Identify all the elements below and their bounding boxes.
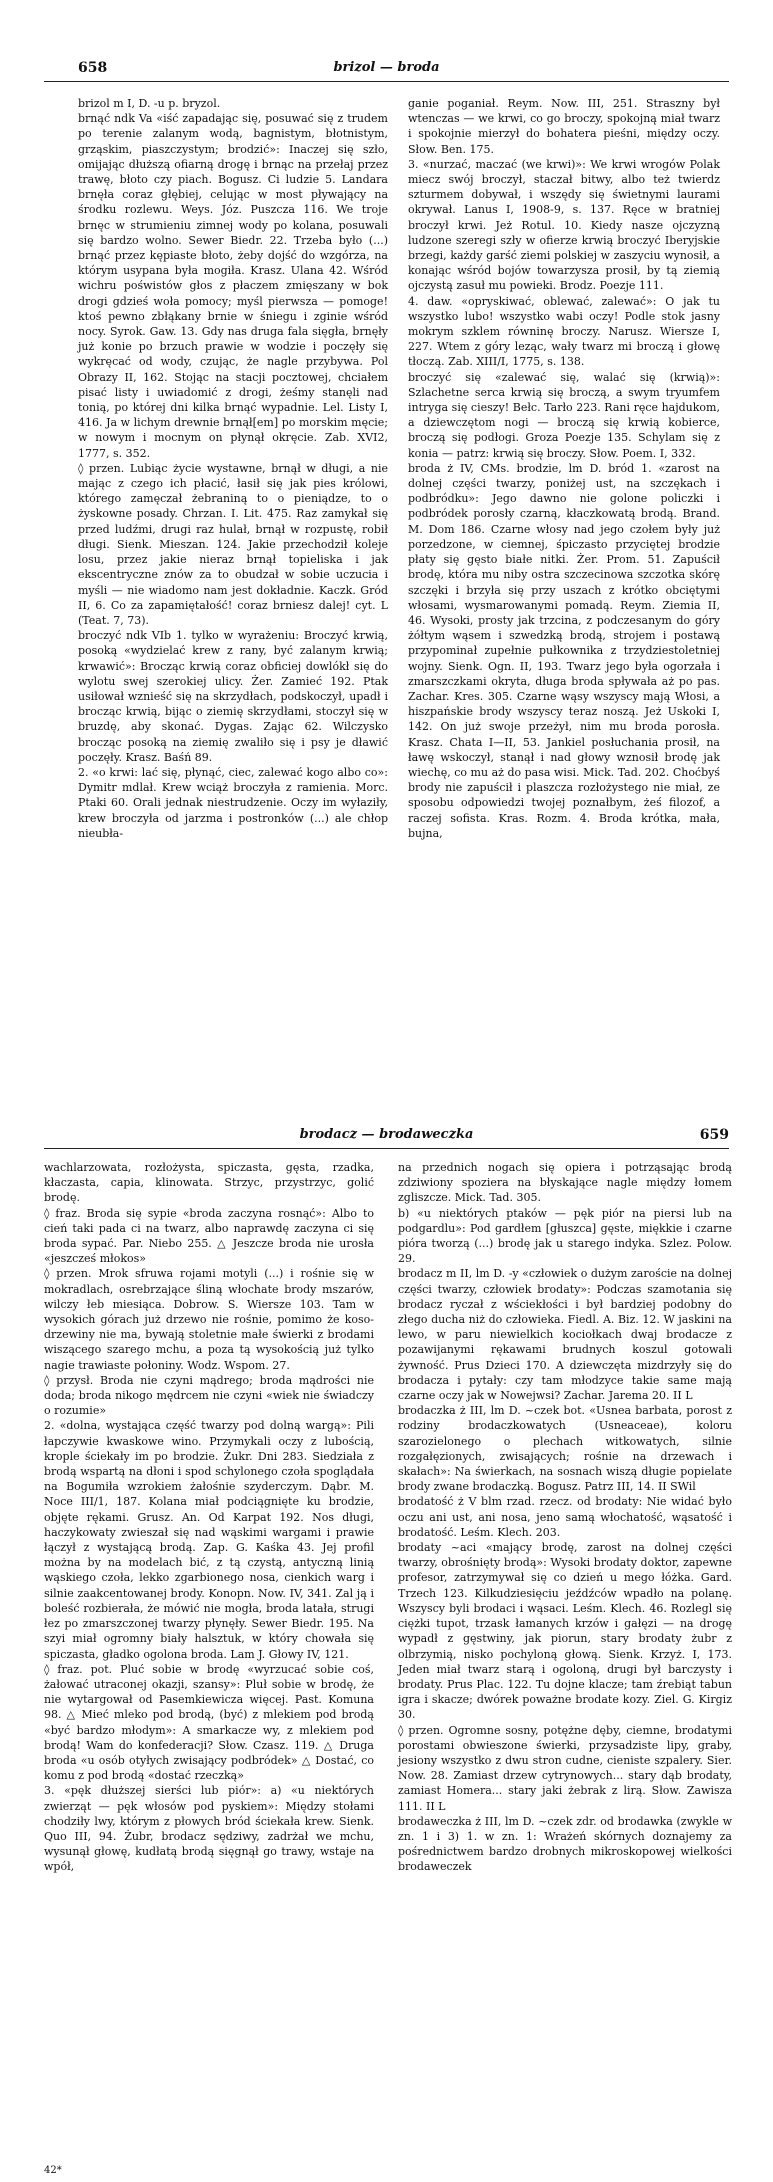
paragraph: 2. «o krwi: lać się, płynąć, ciec, zalewać kogo albo co»: Dymitr mdlał. Krew wciąż broczyła z ramienia. Morc. Ptaki 60. Orali jednak niestrudzenie. Oczy im wyłaziły, krew broczyła od jarzma i postronków (...) ale chłop nieubła-	[78, 765, 388, 840]
paragraph: ◊ przen. Lubiąc życie wystawne, brnął w długi, a nie mając z czego ich płacić, łasił się jak pies królowi, którego zamęczał żebraniną to o pieniądze, to o żyskowne posady. Chrzan. I. Lit. 475. Raz zamykał się przed ludźmi, drugi raz hulał, brnął w rozpustę, robił długi. Sienk. Mieszan. 124. Jakie przechodził koleje losu, przez jakie nieraz brnął topieliska i jak ekscentryczne znów za to obudzał w sobie uczucia i myśli — nie wiadomo nam jest dokładnie. Kaczk. Gród II, 6. Co za zapamiętałość! coraz brniesz dalej! cyt. L (Teat. 7, 73).	[78, 461, 388, 627]
paragraph: brnąć ndk Va «iść zapadając się, posuwać się z trudem po terenie zalanym wodą, bagnistym, błotnistym, grząskim, piaszczystym; brodzić»: Inaczej się szło, omijając dłuższą ofiarną drogę i brnąc na przełaj przez trawę, błoto czy piach. Bogusz. Ci ludzie 5. Landara brnęła coraz głębiej, celując w most pływający na środku rozlewu. Weys. Józ. Puszcza 116. We troje brnęc w strumieniu zimnej wody po kolana, posuwali się bardzo wolno. Sewer Biedr. 22. Trzeba było (...) brnąć przez kępiaste błoto, żeby dojść do wzgórza, na którym usypana była mogiła. Krasz. Ulana 42. Wśród wichru poświstów głos z płaczem zmięszany w bok drogi gdzieś woła pomocy; myśl pierwsza — pomoge! ktoś pewno zbłąkany brnie w śniegu i zginie wśród nocy. Syrok. Gaw. 13. Gdy nas druga fala sięgła, brnęły już konie po brzuch prawie w wodzie i poczęły się wykręcać od wody, czując, że nagle przybywa. Pol Obrazy II, 162. Stojąc na stacji pocztowej, chciałem pisać listy i uwiadomić z drogi, żeśmy stanęli nad tonią, po której dni kilka brnąć wypadnie. Lel. Listy I, 416. Ja w lichym drewnie brnął[em] po morskim męcie; w nowym i mocnym on płynął okręcie. Zab. XVI2, 1777, s. 352.	[78, 112, 388, 460]
column-right	[408, 96, 720, 841]
running-title: brizol — broda	[333, 60, 440, 75]
column-left	[78, 96, 388, 841]
paragraph: brodatość ż V blm rzad. rzecz. od brodaty: Nie widać było oczu ani ust, ani nosa, jeno samą włochatość, wąsatość i brodatość. Leśm. Klech. 203.	[398, 1495, 732, 1539]
page-number: 658	[78, 60, 108, 76]
column-left	[44, 1160, 374, 1875]
paragraph: brodaweczka ż III, lm D. ~czek zdr. od brodawka (zwykle w zn. 1 i 3) 1. w zn. 1: Wrażeń skórnych doznajemy za pośrednictwem bardzo drobnych mikroskopowej wielkości brodaweczek	[398, 1814, 732, 1874]
paragraph: b) «u niektórych ptaków — pęk piór na piersi lub na podgardlu»: Pod gardłem [głuszca] gęste, miękkie i czarne pióra tworzą (...) brodę jak u starego indyka. Szlez. Polow. 29.	[398, 1206, 732, 1266]
column-right	[398, 1160, 732, 1875]
header-rule	[44, 1148, 729, 1149]
paragraph: 2. «dolna, wystająca część twarzy pod dolną wargą»: Pili łapczywie kwaskowe wino. Przymykali oczy z lubością, krople ściekały im po brodzie. Żukr. Dni 283. Siedziała z brodą wspartą na dłoni i spod schylonego czoła spoglądała na Bogumiła wzrokiem żałośnie szyderczym. Dąbr. M. Noce III/1, 187. Kolana miał podciągnięte ku brodzie, objęte rękami. Grusz. An. Od Karpat 192. Nos długi, haczykowaty zwieszał się nad wąskimi wargami i prawie łączył z wystającą brodą. Zap. G. Kaśka 43. Jej profil można by na modelach bić, z tą czystą, antyczną linią wąskiego czoła, lekko zgarbionego nosa, cienkich warg i silnie zaakcentowanej brody. Konopn. Now. IV, 341. Zal ją i boleść rozbierała, że mówić nie mogła, broda latała, strugi łez po zmarszczonej twarzy płynęły. Sewer Biedr. 195. Na szyi miał ogromny biały halsztuk, w który chowała się spiczasta, gładko ogolona broda. Lam J. Głowy IV, 121.	[44, 1419, 374, 1661]
paragraph: broda ż IV, CMs. brodzie, lm D. bród 1. «zarost na dolnej części twarzy, poniżej ust, na szczękach i podbródku»: Jego dawno nie golone policzki i podbródek porosły czarną, kłaczkowatą brodą. Brand. M. Dom 186. Czarne włosy nad jego czołem były już porzedzone, w ciemnej, śpiczasto przyciętej brodzie płaty się gęsto białe nitki. Żer. Prom. 51. Zapuścił brodę, która mu niby ostra szczecinowa szczotka skórę szczęki i brzyła się przy uszach z krótko obciętymi włosami, wysmarowanymi pomadą. Reym. Ziemia II, 46. Wysoki, prosty jak trzcina, z podczesanym do góry żółtym wąsem i szwedzką brodą, strojem i postawą przypominał zupełnie pułkownika z trzydziestoletniej wojny. Sienk. Ogn. II, 193. Twarz jego była ogorzała i zmarszczkami okryta, długa broda spływała aż po pas. Zachar. Kres. 305. Czarne wąsy wszyscy mają Włosi, a hiszpańskie brody wszyscy teraz noszą. Jeż Uskoki I, 142. On już swoje przeżył, nim mu broda porosła. Krasz. Chata I—II, 53. Jankiel posłuchania prosił, na ławę wskoczył, stanął i nad głowy wznosił brodę jak wiechę, co mu aż do pasa wisi. Mick. Tad. 202. Choćbyś brody nie zapuścił i plaszcza rozłożystego nie miał, ze sposobu odpowiedzi twojej poznałbym, żeś filozof, a raczej sofista. Kras. Rozm. 4. Broda krótka, mała, bujna,	[408, 461, 720, 840]
page-659	[0, 1090, 773, 2182]
page-number: 659	[699, 1127, 729, 1143]
paragraph: 3. «nurzać, maczać (we krwi)»: We krwi wrogów Polak miecz swój broczył, staczał bitwy, albo też twierdz szturmem dobywał, i wszędy się świetnymi laurami okrywał. Lanus I, 1908-9, s. 137. Ręce w bratniej broczył krwi. Jeż Rotul. 10. Kiedy nasze ojczyzną ludzone szeregi szły w ofierze krwią broczyć Iberyjskie brzegi, każdy garść ziemi polskiej w zaszyciu wynosił, a konając wśród bojów towarzysza prosił, by tą ziemią ojczystą zasuł mu powieki. Brodz. Poezje 111.	[408, 157, 720, 293]
paragraph: brizol m I, D. -u p. bryzol.	[78, 97, 221, 110]
paragraph: 3. «pęk dłuższej sierści lub piór»: a) «u niektórych zwierząt — pęk włosów pod pyskiem»: Między stołami chodziły lwy, którym z płowych bród ściekała krew. Sienk. Quo III, 94. Żubr, brodacz sędziwy, zadrżał we mchu, wysunął głowę, kudłatą brodą sięgnął go trawy, wstaje na wpół,	[44, 1784, 374, 1874]
paragraph: wachlarzowata, rozłożysta, spiczasta, gęsta, rzadka, kłaczasta, capia, klinowata. Strzyc, przystrzyc, golić brodę.	[44, 1161, 374, 1205]
paragraph: brodacz m II, lm D. -y «człowiek o dużym zaroście na dolnej części twarzy, człowiek brodaty»: Podczas szamotania się brodacz ryczał z wściekłości i był bardziej podobny do złego ducha niż do człowieka. Fiedl. A. Biz. 12. W jaskini na lewo, w paru niewielkich kociołkach dwaj brodacze z pozawijanymi rękawami brudnych koszul gotowali żywność. Prus Dzieci 170. A dziewczęta mizdrzyły się do brodacza i pytały: czy tam młodzyce takie same mają czarne oczy jak w Nowejwsi? Zachar. Jarema 20. II L	[398, 1267, 732, 1403]
running-title: brodacz — brodaweczka	[299, 1127, 474, 1142]
paragraph: brodaczka ż III, lm D. ~czek bot. «Usnea barbata, porost z rodziny brodaczkowatych (Usneaceae), koloru szarozielonego o plechach witkowatych, silnie rozgałęzionych, zwisających; rośnie na drzewach i skałach»: Na świerkach, na sosnach wiszą długie popielate brody zwane brodaczką. Bogusz. Patrz III, 14. II SWil	[398, 1404, 732, 1494]
page-header	[44, 1125, 729, 1149]
paragraph: 4. daw. «opryskiwać, oblewać, zalewać»: O jak tu wszystko lubo! wszystko wabi oczy! Podle stok jasny mokrym szklem równinę broczy. Narusz. Wiersze I, 227. Wtem z góry leząc, wały twarz mi broczą i głowę tłoczą. Zab. XIII/I, 1775, s. 138.	[408, 294, 720, 369]
paragraph: ◊ przen. Ogromne sosny, potężne dęby, ciemne, brodatymi porostami obwieszone świerki, przysadziste lipy, graby, jesiony wszystko z dwu stron cudne, cieniste szpalery. Sier. Now. 28. Zamiast drzew cytrynowych... stary dąb brodaty, zamiast Homera... stary jaki żebrak z lirą. Słow. Zawisza 111. II L	[398, 1723, 732, 1813]
paragraph: broczyć ndk VIb 1. tylko w wyrażeniu: Broczyć krwią, posoką «wydzielać krew z rany, być zalanym krwią; krwawić»: Brocząc krwią coraz obficiej dowlókł się do wylotu swej szerokiej ulicy. Żer. Zamieć 192. Ptak usiłował wznieść się na skrzydłach, podskoczył, upadł i brocząc krwią, bijąc o ziemię skrzydłami, stoczył się w bruzdę, aby skonać. Dygas. Zając 62. Wilczysko brocząc posoką na ziemię zwaliło się i psy je dławić poczęły. Krasz. Baśń 89.	[78, 629, 388, 764]
header-rule	[44, 81, 729, 82]
paragraph: ◊ fraz. Broda się sypie «broda zaczyna rosnąć»: Albo to cień taki pada ci na twarz, albo naprawdę zaczyna ci się broda sypać. Par. Niebo 255. △ Jeszcze broda nie urosła «jeszcześ młokos»	[44, 1206, 374, 1266]
paragraph: ◊ przen. Mrok sfruwa rojami motyli (...) i rośnie się w mokradlach, osrebrzające śliną włochate brody mszarów, wilczy łeb miesiąca. Dobrow. S. Wiersze 103. Tam w wysokich górach już drzewo nie rośnie, pomimo że koso-drzewiny nie ma, bywają stoletnie małe świerki z brodami wiszącego szarego mchu, a poza tą wysokością już tylko nagie trawiaste połoniny. Wodz. Wspom. 27.	[44, 1267, 374, 1372]
page-header	[44, 58, 729, 82]
paragraph: na przednich nogach się opiera i potrząsając brodą zdziwiony spoziera na błyskające nagle między łomem zgliszcze. Mick. Tad. 305.	[398, 1161, 732, 1205]
paragraph: broczyć się «zalewać się, walać się (krwią)»: Szlachetne serca krwią się broczą, a swym tryumfem intryga się cieszy! Bełc. Tarło 223. Rani ręce hajdukom, a dziewczętom nogi — broczą się krwią kobierce, broczą się podłogi. Groza Poezje 135. Schylam się z konia — patrz: krwią się broczy. Słow. Poem. I, 332.	[408, 370, 720, 460]
paragraph: ◊ przysł. Broda nie czyni mądrego; broda mądrości nie doda; broda nikogo mędrcem nie czyni «wiek nie świadczy o rozumie»	[44, 1373, 374, 1418]
paragraph: ◊ fraz. pot. Pluć sobie w brodę «wyrzucać sobie coś, żałować utraconej okazji, szansy»: Pluł sobie w brodę, że nie wytargował od Pasemkiewicza więcej. Past. Komuna 98. △ Mieć mleko pod brodą, (być) z mlekiem pod brodą «być bardzo młodym»: A smarkacze wy, z mlekiem pod brodą! Wam do konfederacji? Słow. Czasz. 119. △ Druga broda «u osób otyłych zwisający podbródek» △ Dostać, co komu z pod brodą «dostać rzeczką»	[44, 1662, 374, 1783]
page-658	[0, 0, 773, 1085]
signature-mark: 42*	[44, 2165, 62, 2176]
paragraph: brodaty ~aci «mający brodę, zarost na dolnej części twarzy, obrośnięty brodą»: Wysoki brodaty doktor, zapewne profesor, zatrzymywał się co dzień u mego łóżka. Gard. Trzech 123. Kilkudziesięciu jeźdźców wpadło na polanę. Wszyscy byli brodaci i wąsaci. Leśm. Klech. 46. Rozlegl się ciężki tupot, trzask łamanych krzów i gałęzi — na drogę wypadł z gęstwiny, jak piorun, stary brodaty żubr z olbrzymią, nisko pochyloną głową. Sienk. Krzyż. I, 173. Jeden miał twarz starą i ogoloną, drugi był barczysty i brodaty. Prus Plac. 122. Tu dojne klacze; tam źrebiąt tabun igra i skacze; dwórek poważne brodate kozy. Ziel. G. Kirgiz 30.	[398, 1541, 732, 1722]
paragraph: ganie poganiał. Reym. Now. III, 251. Straszny był wtenczas — we krwi, co go broczy, spokojną miał twarz i spokojnie mierzył do bohatera pieśni, między oczy. Słow. Ben. 175.	[408, 97, 720, 156]
